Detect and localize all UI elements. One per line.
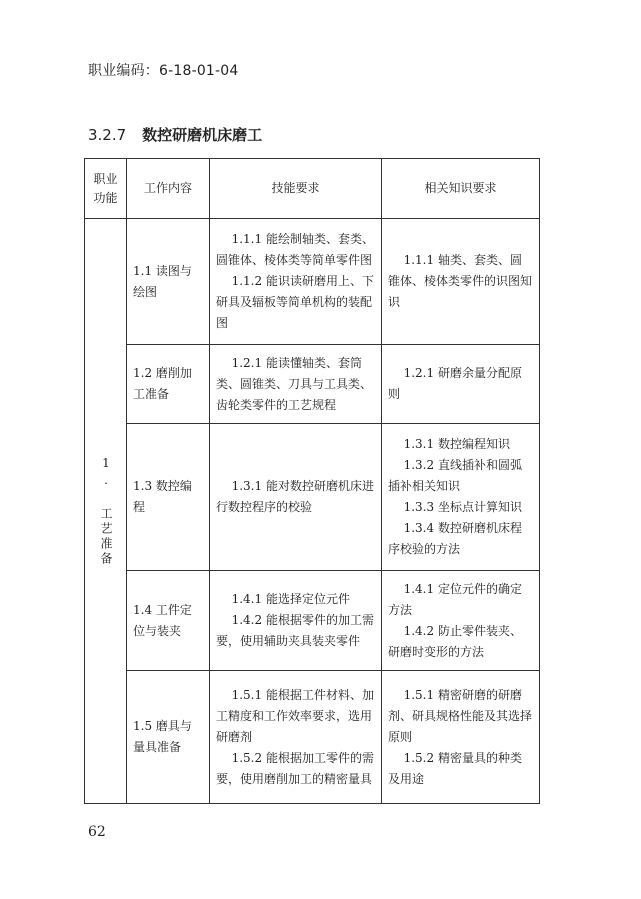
page-number: 62: [88, 824, 106, 840]
section-title: 数控研磨机床磨工: [142, 126, 263, 144]
section-heading: [88, 124, 262, 145]
content-cell: 1.2 磨削加工准备: [127, 345, 210, 424]
knowledge-cell: [382, 424, 540, 571]
function-cell: 1. 工艺准备: [85, 219, 127, 804]
skill-item: 1.1.1 能绘制轴类、套类、圆锥体、棱体类等简单零件图: [216, 232, 374, 267]
knowledge-item: 1.5.1 精密研磨的研磨剂、研具规格性能及其选择原则: [388, 687, 533, 744]
skill-item: 1.4.2 能根据零件的加工需要，使用辅助夹具装夹零件: [216, 613, 374, 648]
header-content: 工作内容: [127, 159, 210, 219]
table-row: [85, 571, 540, 671]
knowledge-item: 1.2.1 研磨余量分配原则: [388, 366, 522, 401]
skill-item: 1.1.2 能识读研磨用上、下研具及辐板等简单机构的装配图: [216, 274, 374, 330]
knowledge-cell: [382, 571, 540, 671]
header-knowledge: 相关知识要求: [382, 159, 540, 219]
knowledge-cell: [382, 671, 540, 804]
content-cell: 1.5 磨具与量具准备: [127, 671, 210, 804]
knowledge-item: 1.3.2 直线插补和圆弧插补相关知识: [388, 458, 522, 493]
knowledge-item: 1.1.1 轴类、套类、圆锥体、棱体类零件的识图知识: [388, 253, 533, 309]
content-cell: 1.4 工件定位与装夹: [127, 571, 210, 671]
header-function: 职业功能: [85, 159, 127, 219]
knowledge-item: 1.5.2 精密量具的种类及用途: [388, 750, 522, 786]
knowledge-cell: [382, 345, 540, 424]
table-header-row: [85, 159, 540, 219]
knowledge-item: 1.3.1 数控编程知识: [403, 437, 510, 451]
table-row: [85, 671, 540, 804]
occupation-code: 职业编码：6-18-01-04: [88, 63, 239, 79]
knowledge-item: 1.4.1 定位元件的确定方法: [388, 581, 522, 617]
content-cell: 1.3 数控编程: [127, 424, 210, 571]
skill-cell: [210, 571, 382, 671]
section-number: 3.2.7: [88, 126, 127, 144]
skill-item: 1.5.1 能根据工件材料、加工精度和工作效率要求，选用研磨剂: [216, 687, 374, 744]
skill-cell: [210, 219, 382, 345]
knowledge-item: 1.4.2 防止零件装夹、研磨时变形的方法: [388, 623, 522, 659]
skill-cell: [210, 424, 382, 571]
skill-item: 1.4.1 能选择定位元件: [231, 592, 350, 606]
skills-table: [84, 158, 540, 804]
header-skill: 技能要求: [210, 159, 382, 219]
table-row: [85, 424, 540, 571]
content-cell: 1.1 读图与绘图: [127, 219, 210, 345]
knowledge-cell: [382, 219, 540, 345]
skill-item: 1.3.1 能对数控研磨机床进行数控程序的校验: [216, 479, 374, 514]
skill-cell: [210, 345, 382, 424]
knowledge-item: 1.3.4 数控研磨机床程序校验的方法: [388, 521, 522, 556]
skill-cell: [210, 671, 382, 804]
table-row: [85, 345, 540, 424]
table-row: [85, 219, 540, 345]
skill-item: 1.2.1 能读懂轴类、套筒类、圆锥类、刀具与工具类、齿轮类零件的工艺规程: [216, 355, 373, 412]
skill-item: 1.5.2 能根据加工零件的需要，使用磨削加工的精密量具: [216, 750, 374, 786]
knowledge-item: 1.3.3 坐标点计算知识: [403, 500, 522, 514]
